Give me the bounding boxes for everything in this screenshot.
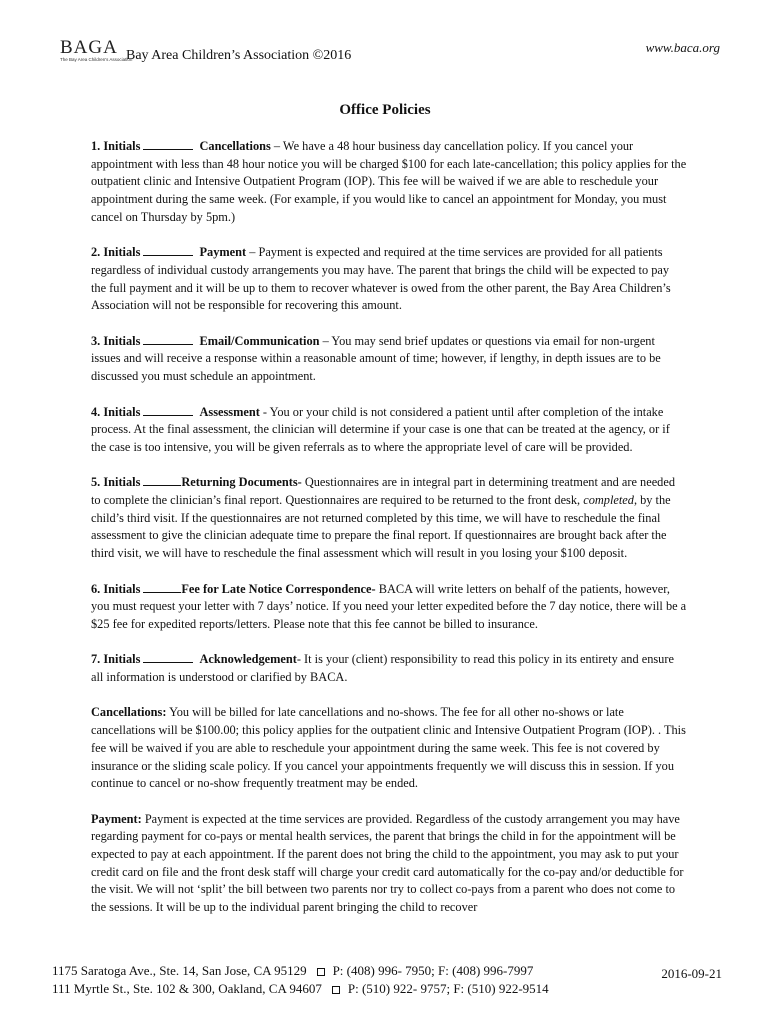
address-oakland: 111 Myrtle St., Ste. 102 & 300, Oakland, CA 94607: [52, 981, 322, 996]
logo-text: BAGA: [60, 37, 118, 58]
footer-line-san-jose: [52, 962, 549, 980]
policy-number: 3. Initials: [91, 333, 141, 348]
policy-number: 1. Initials: [91, 139, 141, 153]
policy-item-2: [91, 244, 687, 315]
initials-blank[interactable]: [143, 138, 193, 150]
initials-blank[interactable]: [143, 651, 193, 663]
section-label: Cancellations:: [91, 705, 167, 720]
policy-body: – You may send brief updates or questions via email for non-urgent issues and will receive a response within a reasonable amount of time; however, if lengthy, in depth issues are to be discussed you must schedule an appointment.: [91, 333, 661, 384]
section-cancellations: [91, 704, 687, 793]
initials-blank[interactable]: [143, 333, 193, 345]
policy-label: Assessment: [199, 404, 260, 419]
policy-item-7: [91, 651, 687, 686]
policy-number: 6. Initials: [91, 581, 141, 596]
policy-body: – Payment is expected and required at the time services are provided for all patients regardless of individual custody arrangements you may have. The parent that brings the child will be expected to pay the full payment and it will be up to them to recover whatever is owed from the other parent, the Bay Area Children’s Association will not be responsible for recovering this amount.: [91, 245, 671, 313]
policy-number: 5. Initials: [91, 475, 141, 490]
initials-blank[interactable]: [143, 474, 181, 486]
policy-content: [91, 138, 687, 935]
separator-box-icon: [332, 986, 340, 994]
policy-label: Returning Documents-: [181, 475, 302, 490]
section-payment: [91, 811, 687, 917]
initials-blank[interactable]: [143, 581, 181, 593]
policy-number: 2. Initials: [91, 245, 141, 260]
footer-line-oakland: [52, 980, 549, 998]
address-san-jose: 1175 Saratoga Ave., Ste. 14, San Jose, CA 95129: [52, 963, 307, 978]
policy-body: - It is your (client) responsibility to read this policy in its entirety and ensure all information is understood or clarified by BACA.: [91, 652, 674, 684]
policy-label: Acknowledgement: [199, 652, 297, 667]
logo-subtext: The Bay Area Children's Association: [60, 57, 133, 62]
policy-item-3: [91, 333, 687, 386]
section-label: Payment:: [91, 811, 142, 826]
policy-item-4: [91, 404, 687, 457]
phone-san-jose: P: (408) 996- 7950; F: (408) 996-7997: [332, 963, 534, 978]
policy-label: Email/Communication: [199, 333, 320, 348]
org-name: Bay Area Children’s Association ©2016: [126, 48, 352, 63]
website-url: www.baca.org: [645, 40, 720, 55]
policy-item-5: [91, 474, 687, 563]
policy-body: Questionnaires are in integral part in determining treatment and are needed to complete the clinician’s final report. Questionnaires are required to be returned to the front desk,: [91, 475, 675, 507]
policy-body: BACA will write letters on behalf of the patients, however, you must request your letter with 7 days’ notice. If you need your letter expedited before the 7 day notice, there will be a $25 fee for expedited reports/letters. Please note that this fee cannot be billed to insurance.: [91, 581, 687, 631]
policy-label: Cancellations: [199, 139, 271, 153]
policy-item-6: [91, 581, 687, 634]
phone-oakland: P: (510) 922- 9757; F: (510) 922-9514: [347, 981, 549, 996]
initials-blank[interactable]: [143, 404, 193, 416]
section-body: You will be billed for late cancellations and no-shows. The fee for all other no-shows or late cancellations will be $100.00; this policy applies for the outpatient clinic and Intensive Outpatient Program (IOP). . This fee will be waived if you are able to reschedule your appointment during the same week. This fee is not covered by insurance or the sliding scale policy. If you cancel your appointments frequently we will discuss this in session. If you continue to cancel or no-show frequently treatment may be ended.: [91, 705, 686, 791]
policy-item-1: [91, 138, 687, 227]
page-header: [60, 34, 720, 74]
page-title: Office Policies: [339, 102, 431, 118]
policy-body: - You or your child is not considered a patient until after completion of the intake process. At the final assessment, the clinician will determine if your case is one that can be treated at the agency, or if the case is too intensive, you will be given referrals as to where the appropriate level of care will be provided.: [91, 404, 670, 454]
footer-date: 2016-09-21: [661, 966, 722, 981]
policy-label: Payment: [199, 245, 247, 260]
policy-label: Fee for Late Notice Correspondence-: [181, 581, 376, 596]
initials-blank[interactable]: [143, 244, 193, 256]
baca-logo: [60, 37, 133, 66]
policy-body-cont: , by the child’s third visit. If the questionnaires are not returned completed by this time, we will have to reschedule the final assessment to give the clinician adequate time to prepare the final report. If questionnaires are brought back after the third visit, we will have to reschedule the final assessment which will result in you losing your $100 deposit.: [91, 493, 671, 561]
policy-number: 4. Initials: [91, 404, 141, 419]
separator-box-icon: [317, 968, 325, 976]
footer-addresses: [52, 962, 549, 998]
policy-body: – We have a 48 hour business day cancellation policy. If you cancel your appointment with less than 48 hour notice you will be charged $100 for each late-cancellation; this policy applies for the outpatient clinic and Intensive Outpatient Program (IOP). This fee will be waived if we are able to reschedule your appointment during the same week. (For example, if you would like to cancel an appointment for Monday, you must cancel on Thursday by 5pm.): [91, 139, 687, 224]
policy-number: 7. Initials: [91, 652, 141, 667]
section-body: Payment is expected at the time services are provided. Regardless of the custody arrangement you may have regarding payment for co-pays or mental health services, the parent that brings the child in for the appointment will be expected to pay at each appointment. If the parent does not bring the child to the appointment, you may ask to put your credit card on file and the front desk staff will charge your credit card automatically for the co-pay and/or deductible for the visit. We will not ‘split’ the bill between two parents nor try to collect co-pays from a parent who does not come to the sessions. It will be up to the individual parent bringing the child to recover: [91, 811, 684, 915]
policy-emphasis: completed: [583, 493, 634, 507]
